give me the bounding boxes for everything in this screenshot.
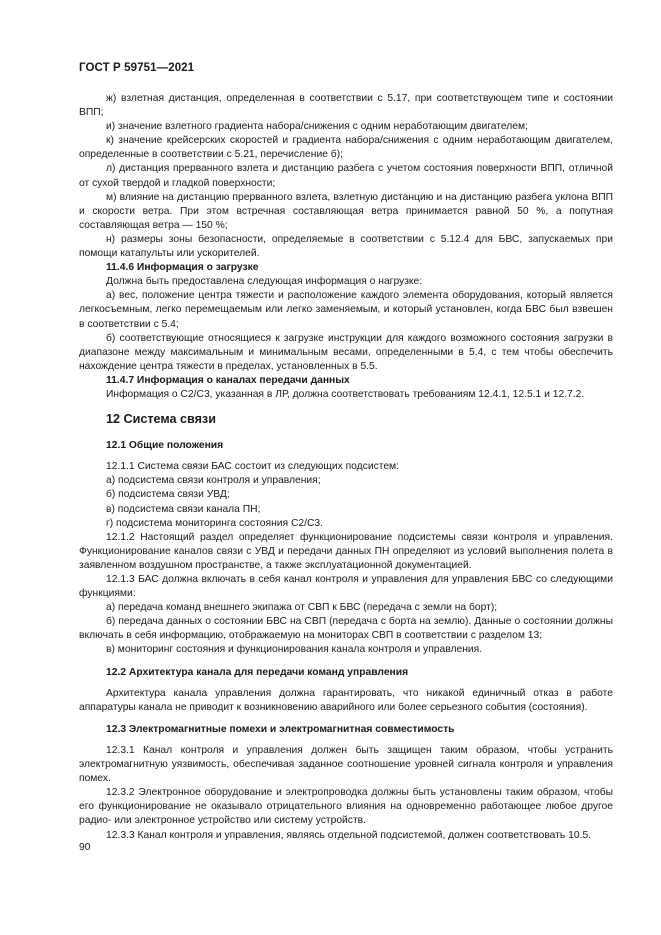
list-item: л) дистанция прерванного взлета и дистанцию разбега с учетом состояния поверхности ВПП, отличной от сухой твердой и гладкой поверхности; [79,163,613,189]
page-body [79,92,613,843]
subsection-heading: 11.4.6 Информация о загрузке [106,262,259,274]
paragraph: 12.3.3 Канал контроля и управления, являясь отдельной подсистемой, должен соответствовать 10.5. [106,829,592,841]
list-item: ж) взлетная дистанция, определенная в соответствии с 5.17, при соответствующем типе и состоянии ВПП; [79,93,613,119]
section-heading: 12 Система связи [106,412,216,427]
paragraph: 12.3.1 Канал контроля и управления должен быть защищен таким образом, чтобы устранить электромагнитную уязвимость, обеспечивая заданное соотношение уровней сигнала контроля и управления помех. [79,744,613,785]
list-item: б) соответствующие относящиеся к загрузке инструкции для каждого возможного состояния загрузки в диапазоне между максимальным и минимальным весами, определенными в 5.4, с тем чтобы обеспечить нахождение центра тяжести в пределах, установленных в 5.5. [79,332,613,372]
list-item: н) размеры зоны безопасности, определяемые в соответствии с 5.12.4 для БВС, запускаемых при помощи катапульты или ускорителей. [79,233,613,260]
document-header: ГОСТ Р 59751—2021 [79,62,195,74]
list-item: к) значение крейсерских скоростей и градиента набора/снижения с одним неработающим двигателем, определенные в соответствии с 5.21, перечисление б); [79,135,613,161]
subsection-heading: 12.3 Электромагнитные помехи и электромагнитная совместимость [106,723,455,735]
list-item: м) влияние на дистанцию прерванного взлета, взлетную дистанцию и на дистанцию разбега уклона ВПП и скорости ветра. При этом встречная составляющая ветра принимается равной 50 %, а попутная составляющая ветра — 150 %; [79,191,613,231]
paragraph: 12.1.2 Настоящий раздел определяет функционирование подсистемы связи контроля и управления. Функционирование каналов связи с УВД и передачи данных ПН определяют из условий выполнения полета в заявленном воздушном пространстве, а также эксплуатационной документацией. [79,531,613,571]
list-item: б) передача данных о состоянии БВС на СВП (передача с борта на землю). Данные о состоянии должны включать в себя информацию, отображаемую на мониторах СВП в соответствии с разделом 13; [79,616,613,642]
list-item: б) подсистема связи УВД; [106,489,230,501]
list-item: а) передача команд внешнего экипажа от СВП к БВС (передача с земли на борт); [106,602,498,614]
paragraph: 12.1.1 Система связи БАС состоит из следующих подсистем: [106,461,399,473]
list-item: г) подсистема мониторинга состояния C2/C3. [106,517,323,529]
list-item: а) вес, положение центра тяжести и расположение каждого элемента оборудования, который является легкосъемным, легко перемещаемым или легко заменяемым, и который установлен, когда БВС был взвешен в соответствии с 5.4; [79,290,613,330]
subsection-heading: 12.2 Архитектура канала для передачи команд управления [106,666,409,678]
paragraph: Информация о C2/C3, указанная в ЛР, должна соответствовать требованиям 12.4.1, 12.5.1 и 12.7.2. [106,388,585,400]
list-item: и) значение взлетного градиента набора/снижения с одним неработающим двигателем; [106,121,528,133]
subsection-heading: 12.1 Общие положения [106,440,224,452]
list-item: в) подсистема связи канала ПН; [106,503,261,515]
paragraph: 12.3.2 Электронное оборудование и электропроводка должны быть установлены таким образом, чтобы его функционирование не оказывало отрицательного влияния на одновременно работающее любое другое радио- или электронное устройство или систему устройств. [79,787,613,827]
list-item: а) подсистема связи контроля и управления; [106,475,321,487]
subsection-heading: 11.4.7 Информация о каналах передачи данных [106,374,350,386]
list-item: в) мониторинг состояния и функционирования канала контроля и управления. [106,644,483,656]
paragraph: Архитектура канала управления должна гарантировать, что никакой единичный отказ в работе аппаратуры канала не приводит к возникновению аварийного или более серьезного события (состояния). [79,687,613,713]
paragraph: 12.1.3 БАС должна включать в себя канал контроля и управления для управления БВС со следующими функциями: [79,574,613,600]
page-number: 90 [79,842,91,853]
paragraph: Должна быть предоставлена следующая информация о нагрузке: [106,276,423,288]
